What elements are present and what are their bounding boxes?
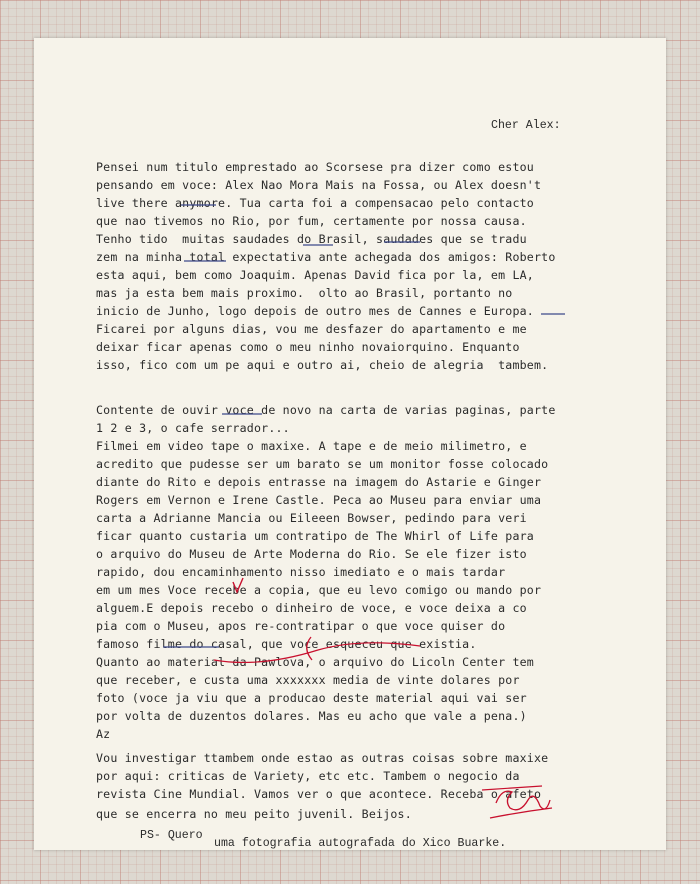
- postscript-label: PS- Quero: [140, 829, 203, 842]
- letter-closing: que se encerra no meu peito juvenil. Beijos.: [96, 807, 412, 821]
- paragraph-1: Pensei num titulo emprestado ao Scorsese pra dizer como estou pensando em voce: Alex Nao Mora Mais na Fossa, ou Alex doesn't live there anymore. Tua carta foi a compensacao pelo contacto que nao tivemos no Rio, por fum, certamente por nossa causa. Tenho tido muitas saudades do Brasil, saudades que se tradu zem na minha total expectativa ante achegada dos amigos: Roberto esta aqui, bem como Joaquim. Apenas David fica por la, em LA, mas ja esta bem mais proximo. olto ao Brasil, portanto no inicio de Junho, logo depois de outro mes de Cannes e Europa. Ficarei por alguns dias, vou me desfazer do apartamento e me deixar ficar apenas como o meu ninho novaiorquino. Enquanto isso, fico com um pe aqui e outro ai, cheio de alegria tambem.: [96, 160, 556, 372]
- paragraph-2: Contente de ouvir voce de novo na carta de varias paginas, parte 1 2 e 3, o cafe serrador... Filmei em video tape o maxixe. A tape e de meio milimetro, e acredito que pudesse ser um barato se um monitor fosse colocado diante do Rito e depois entrasse na imagem do Astarie e Ginger Rogers em Vernon e Irene Castle. Peca ao Museu para enviar uma carta a Adrianne Mancia ou Eileeen Bowser, pedindo para veri ficar quanto custaria um contratipo de The Whirl of Life para o arquivo do Museu de Arte Moderna do Rio. Se ele fizer isto rapido, dou encaminhamento nisso imediato e o mais tardar em um mes Voce recebe a copia, que eu levo comigo ou mando por alguem.E depois recebo o dinheiro de voce, e voce deixa a co pia com o Museu, apos re-contratipar o que voce quiser do famoso filme do casal, que voce esqueceu que existia. Quanto ao material da Pawlova, o arquivo do Licoln Center tem que receber, e custa uma xxxxxxx media de vinte dolares por foto (voce ja viu que a producao deste material aqui vai ser por volta de duzentos dolares. Mas eu acho que vale a pena.) Az: [96, 403, 556, 741]
- postscript-text: uma fotografia autografada do Xico Buarke.: [214, 837, 507, 850]
- letter-greeting: Cher Alex:: [491, 119, 561, 132]
- paragraph-3: Vou investigar ttambem onde estao as outras coisas sobre maxixe por aqui: criticas de Variety, etc etc. Tambem o negocio da revista Cine Mundial. Vamos ver o que acontece. Receba o afeto: [96, 751, 549, 801]
